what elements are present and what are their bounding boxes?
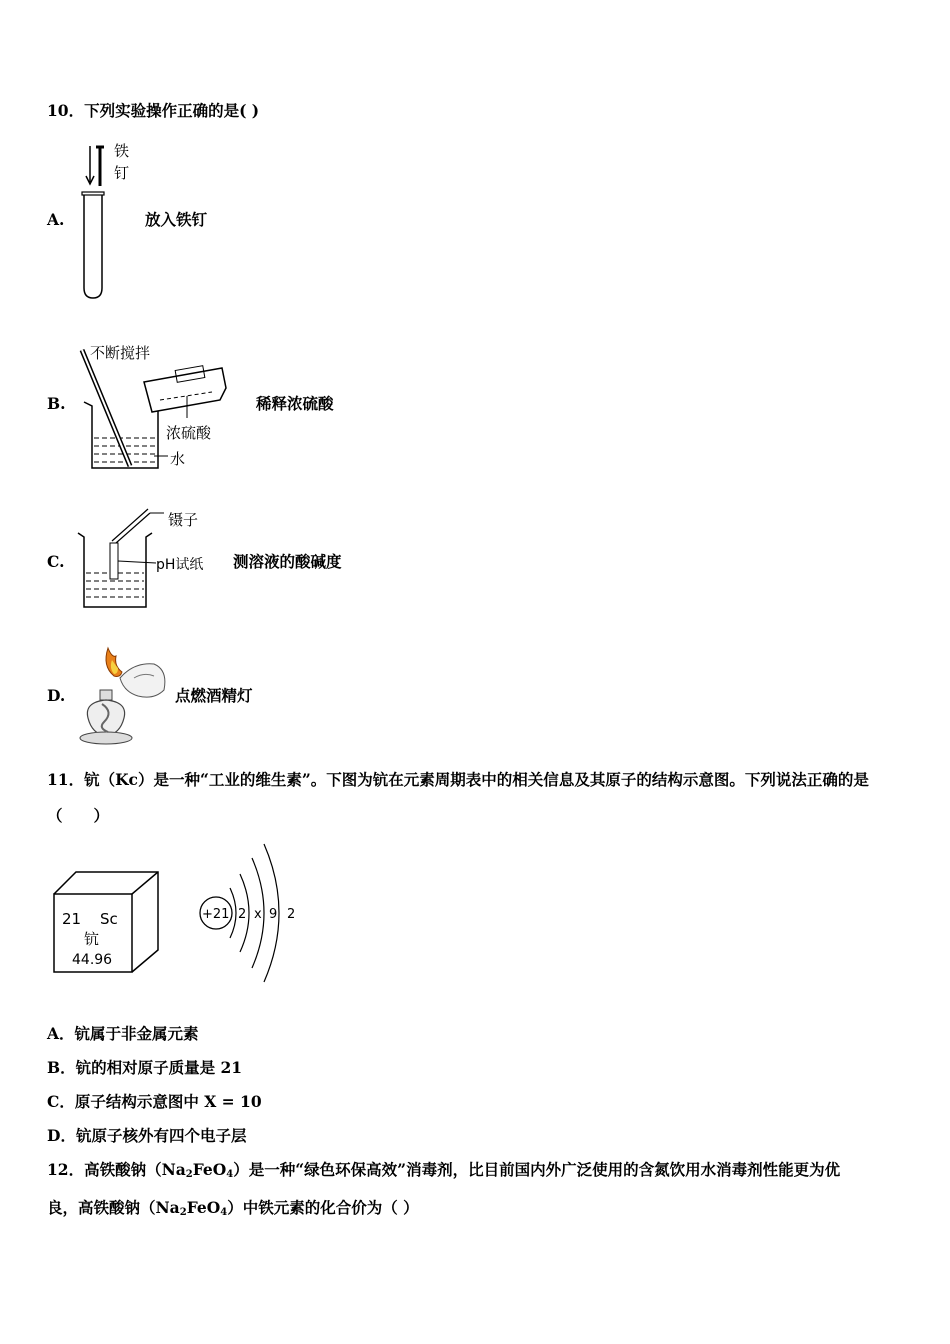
- q10-option-b-caption: 稀释浓硫酸: [256, 394, 334, 413]
- atom-structure-diagram: [196, 838, 306, 988]
- q12-stem-line1: 12．高铁酸钠$(Na_2FeO_4)$是一种“绿色环保高效”消毒剂，比目前国内外广泛使用的含氮饮用水消毒剂性能更为优: [47, 1160, 841, 1180]
- shell-3: 9: [269, 907, 278, 922]
- q11-stem-line2: （ ）: [47, 806, 110, 825]
- water-label: 水: [170, 450, 186, 468]
- q10-option-d-caption: 点燃酒精灯: [175, 686, 253, 705]
- q10-option-a-caption: 放入铁钉: [145, 210, 208, 229]
- q11-option-a: A．钪属于非金属元素: [47, 1024, 199, 1043]
- element-symbol: Sc: [100, 910, 118, 928]
- dilute-acid-figure: [72, 340, 252, 475]
- q11-option-b: B．钪的相对原子质量是 21: [47, 1058, 243, 1077]
- shell-4: 2: [287, 907, 296, 922]
- q10-option-d-letter: D.: [47, 686, 66, 705]
- q12-stem-line2: 良，高铁酸钠$(Na_2FeO_4)$中铁元素的化合价为（ ）: [47, 1198, 419, 1218]
- shell-2: x: [254, 907, 262, 922]
- ph-paper-label: pH试纸: [156, 557, 204, 573]
- atomic-number: 21: [62, 910, 82, 928]
- stir-label: 不断搅拌: [90, 344, 151, 362]
- element-card: [50, 868, 165, 978]
- q10-option-c-letter: C.: [47, 552, 65, 571]
- q11-option-c: C．原子结构示意图中 X = 10: [47, 1092, 262, 1111]
- nucleus-charge: +21: [202, 907, 230, 922]
- acid-label: 浓硫酸: [166, 424, 212, 442]
- q10-option-c-caption: 测溶液的酸碱度: [233, 552, 342, 571]
- q11-option-d: D．钪原子核外有四个电子层: [47, 1126, 247, 1145]
- nail-label-2: 钉: [114, 164, 130, 182]
- element-name: 钪: [84, 930, 100, 948]
- q10-stem: 10．下列实验操作正确的是( ): [47, 101, 260, 120]
- atomic-mass: 44.96: [72, 952, 113, 968]
- ph-test-figure: [72, 503, 232, 613]
- tweezer-label: 镊子: [168, 511, 199, 529]
- alcohol-lamp-figure: [74, 638, 174, 748]
- q10-option-a-letter: A.: [47, 210, 65, 229]
- q10-option-b-letter: B.: [47, 394, 66, 413]
- nail-label-1: 铁: [114, 142, 130, 160]
- test-tube-nail-figure: [70, 138, 140, 303]
- q11-stem-line1: 11．钪（Kc）是一种“工业的维生素”。下图为钪在元素周期表中的相关信息及其原子的结构示意图。下列说法正确的是: [47, 770, 869, 789]
- shell-1: 2: [238, 907, 247, 922]
